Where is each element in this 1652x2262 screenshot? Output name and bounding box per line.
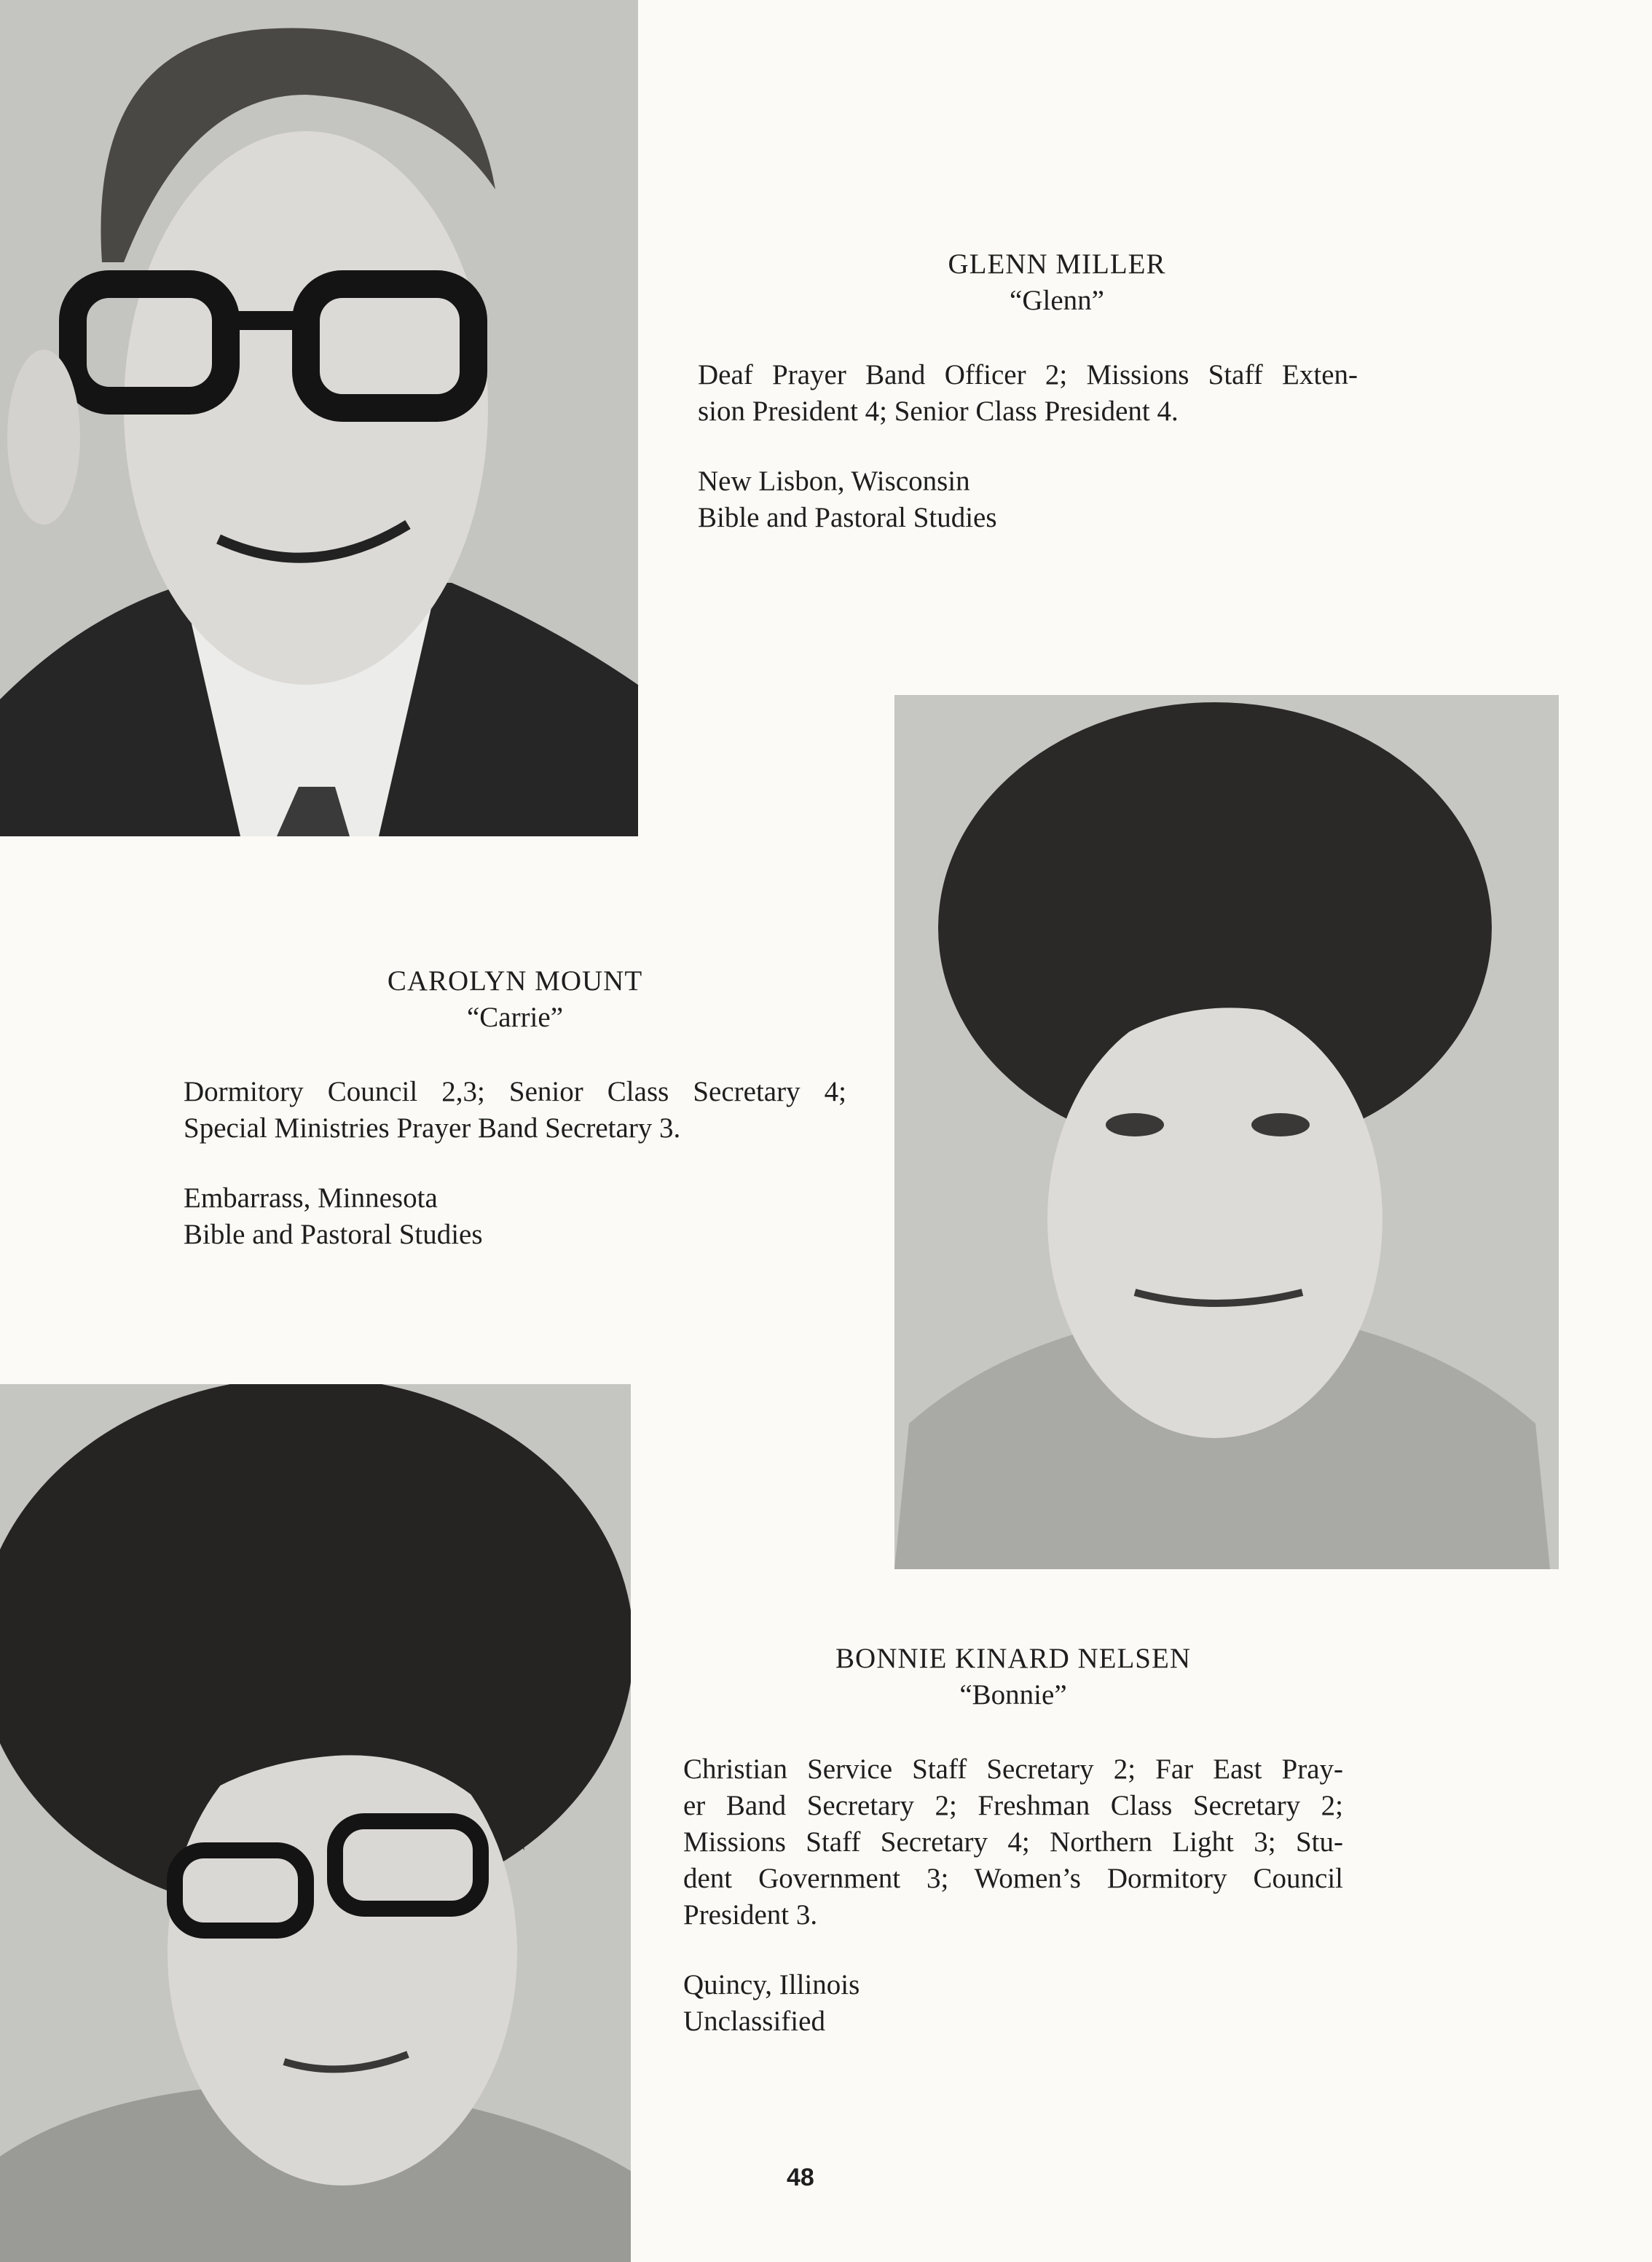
student-entry-glenn-miller <box>698 246 1358 536</box>
student-major: Bible and Pastoral Studies <box>184 1219 483 1250</box>
student-activities <box>683 1751 1343 1933</box>
portrait-photo-bonnie-kinard-nelsen <box>0 1384 631 2262</box>
activities-line: Deaf Prayer Band Officer 2; Missions Staff Exten- <box>698 359 1358 390</box>
student-major: Unclassified <box>683 2006 825 2037</box>
activities-line: Special Ministries Prayer Band Secretary 3. <box>184 1112 681 1144</box>
activities-line: President 3. <box>683 1899 818 1931</box>
activities-line: sion President 4; Senior Class President 4. <box>698 396 1179 427</box>
student-name: BONNIE KINARD NELSEN <box>835 1643 1191 1674</box>
page-number: 48 <box>787 2164 814 2191</box>
portrait-photo-carolyn-mount <box>894 695 1559 1569</box>
student-hometown: Quincy, Illinois <box>683 1969 860 2000</box>
student-entry-bonnie-kinard-nelsen <box>683 1641 1343 2040</box>
student-name: CAROLYN MOUNT <box>387 965 643 997</box>
student-hometown: Embarrass, Minnesota <box>184 1182 438 1214</box>
activities-line: Christian Service Staff Secretary 2; Far East Pray- <box>683 1754 1343 1785</box>
student-activities <box>698 357 1358 430</box>
student-name: GLENN MILLER <box>948 248 1166 280</box>
portrait-photo-glenn-miller <box>0 0 638 836</box>
student-hometown: New Lisbon, Wisconsin <box>698 466 970 497</box>
student-nickname: “Glenn” <box>1010 285 1104 316</box>
student-major: Bible and Pastoral Studies <box>698 502 997 533</box>
activities-line: dent Government 3; Women’s Dormitory Council <box>683 1863 1343 1894</box>
student-entry-carolyn-mount <box>184 963 846 1253</box>
activities-line: er Band Secretary 2; Freshman Class Secretary 2; <box>683 1790 1343 1821</box>
student-nickname: “Bonnie” <box>959 1679 1067 1711</box>
student-nickname: “Carrie” <box>466 1002 564 1033</box>
activities-line: Missions Staff Secretary 4; Northern Light 3; Stu- <box>683 1826 1343 1858</box>
student-activities <box>184 1074 846 1147</box>
activities-line: Dormitory Council 2,3; Senior Class Secretary 4; <box>184 1076 846 1107</box>
